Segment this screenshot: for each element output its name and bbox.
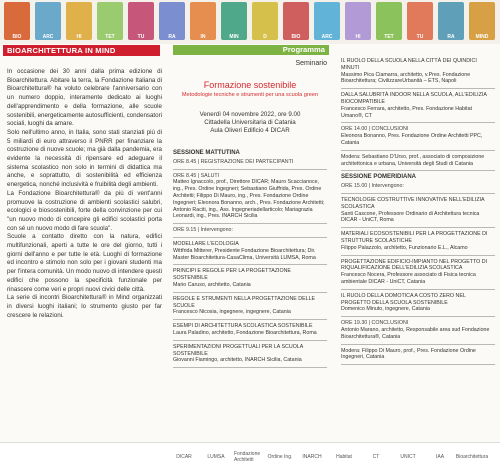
talk-speakers: Domenico Minuto, ingegnere, Catania [341, 306, 430, 313]
header-tile [314, 2, 340, 40]
tile-label: IN [200, 34, 206, 40]
talk-title: IL RUOLO DELLA SCUOLA NELLA CITTÀ DEI QUINDICI MINUTI [341, 58, 477, 71]
header-tile [35, 2, 61, 40]
header-tile [66, 2, 92, 40]
tile-label: TET [105, 34, 115, 40]
program-item [341, 348, 495, 362]
talk-speakers: Antonio Marano, architetto, Responsabile area sud Fondazione Bioarchitettura®, Catania [341, 326, 490, 340]
program-item [173, 344, 327, 364]
program-item [173, 323, 327, 337]
program-item [341, 58, 495, 85]
tile-label: HI [355, 34, 361, 40]
talk-speakers: Massimo Pica Ciamarra, architetto, v.Pres. Fondazione Bioarchitettura; CivilizzareUrbanità – ETS, Napoli [341, 71, 471, 85]
header-tile [283, 2, 309, 40]
event-subtitle: Metodologie tecniche e strumenti per una scuola green [181, 92, 319, 98]
divider [173, 223, 327, 224]
program-item [341, 92, 495, 119]
divider [341, 150, 495, 151]
partner-logo: INARCH [302, 454, 322, 460]
tile-label: MIND [475, 34, 489, 40]
footer-logos [0, 442, 500, 473]
tile-label: TU [137, 34, 145, 40]
talk-title: DALLA SALUBRITÀ INDOOR NELLA SCUOLA, ALL'EDILIZIA BIOCOMPATIBILE [341, 92, 487, 105]
program-item [173, 227, 327, 234]
divider [173, 340, 327, 341]
divider [341, 316, 495, 317]
program-afternoon [341, 58, 495, 368]
divider [341, 193, 495, 194]
time-slot: ORE 8.45 | SALUTI [173, 172, 220, 179]
divider [173, 292, 327, 293]
program-item [341, 231, 495, 251]
divider [173, 367, 327, 368]
talk-speakers: Francesco Nicosia, ingegnere, ingegnere, Catania [173, 309, 291, 316]
divider [341, 255, 495, 256]
partner-logo: UNICT [400, 454, 416, 460]
talk-title: ESEMPI DI ARCHITETTURA SCOLASTICA SOSTENIBILE [173, 323, 313, 330]
intro-paragraph: In occasione dei 30 anni dalla prima edizione di Bioarchitettura. Abitare la terra, la Fondazione Italiana di Bioarchitettura® ha voluto celebrare l'anniversario con un numero doppio, interamente dedicato ai luoghi dell'apprendimento e della formazione, alle scuole sostenibili, energeticamente autosufficienti, condensatori sociali, luoghi da amare. [7, 68, 163, 128]
divider [173, 237, 327, 238]
talk-title: MODELLARE L'ECOLOGIA [173, 240, 239, 247]
talk-title: REGOLE E STRUMENTI NELLA PROGETTAZIONE DELLE SCUOLE [173, 295, 316, 309]
tile-label: BIO [291, 34, 301, 40]
program-item [341, 183, 495, 190]
header-tile [190, 2, 216, 40]
talk-speakers: Matteo Ignaccolo, prof., Direttore DICAR; Mauro Scaccianoce, ing., Pres. Ordine Ingegneri; Sebastiano Giuffrida, Pres. Ordine Architetti; Filippo Di Mauro, ing., Pres. Fondazione Ordine Ingegneri; Eleonora Bonanno, arch., Pres. Fondazione Architetti; Antonio Raciti, ing., Ass. Ingegneriadellarticolo; Mariagrazia Leonardi, ing., Pres. INARCH Sicilia [173, 179, 325, 220]
talk-title: MATERIALI ECOSOSTENIBILI PER LA PROGETTAZIONE DI STRUTTURE SCOLASTICHE [341, 231, 488, 244]
program-item [341, 320, 495, 340]
event-title: Formazione sostenibile [203, 80, 297, 90]
tile-label: TET [384, 34, 394, 40]
intro-paragraph: La serie di incontri Bioarchitettura® in Mind organizzati in diversi luoghi italiani; lo strumento giusto per far crescere le relazioni. [7, 294, 162, 319]
program-item [341, 259, 495, 286]
program-item [341, 293, 495, 313]
talk-speakers: Eleonora Bonanno, Pres. Fondazione Ordine Architetti PPC, Catania [341, 133, 483, 146]
tile-label: MIN [229, 34, 239, 40]
divider [173, 264, 327, 265]
tile-label: RA [447, 34, 455, 40]
talk-speakers: Giovanni Fiamingo, architetto, INARCH Sicilia, Catania [173, 357, 302, 364]
partner-logo: Ordine Ing. [267, 454, 293, 460]
partner-logo: CT [372, 454, 380, 460]
time-slot: ORE 14.00 | CONCLUSIONI [341, 126, 409, 133]
header-tile [128, 2, 154, 40]
programma-banner: Programma [173, 45, 329, 55]
tile-label: BIO [12, 34, 22, 40]
time-slot: ORE 9.15 | Intervengono: [173, 227, 233, 234]
series-banner: BIOARCHITETTURA IN MIND [3, 45, 160, 56]
tile-label: RA [168, 34, 176, 40]
divider [341, 227, 495, 228]
event-date: Venerdì 04 novembre 2022, ore 9.00 [199, 111, 301, 118]
partner-logo: Bioarchitettura [455, 454, 489, 460]
program-item [341, 197, 495, 224]
divider [341, 122, 495, 123]
time-slot: ORE 15.00 | Intervengono: [341, 183, 404, 190]
talk-speakers: Mario Caruso, architetto, Catania [173, 281, 251, 288]
header-tile [469, 2, 495, 40]
talk-speakers: Wittfrida Mitterer, Presidente Fondazione Bioarchitettura; Dir. Master Bioarchitettura-CasaClima, Università LUMSA, Roma [173, 247, 316, 261]
session-heading: SESSIONE POMERIDIANA [341, 174, 417, 181]
talk-title: PRINCIPI E REGOLE PER LA PROGETTAZIONE SOSTENIBILE [173, 268, 291, 282]
header-tile [159, 2, 185, 40]
tile-label: TU [416, 34, 424, 40]
time-slot: ORE 8.45 | REGISTRAZIONE DEI PARTECIPANTI [173, 158, 294, 165]
talk-speakers: Modera: Sebastiano D'Urso, prof., associato di composizione architettonica e urbana, Università degli Studi di Catania [341, 153, 485, 167]
header-tile [345, 2, 371, 40]
header-tile [221, 2, 247, 40]
header-illustration [0, 0, 500, 44]
header-tile [438, 2, 464, 40]
talk-title: PROGETTAZIONE EDIFICIO-IMPIANTO NEL PROGETTO DI RIQUALIFICAZIONE DELL'EDILIZIA SCOLASTICA [341, 258, 488, 272]
intro-paragraph: Solo nell'ultimo anno, in Italia, sono stati stanziati più di 5 miliardi di euro attraverso il PNRR per finanziare la costruzione di nuove scuole; ma già dalla pandemia, era evidente la necessità di ripensare ed adeguare il sistema scolastico non solo in termini di didattica ma anche, e soprattutto, di sostenibilità ed efficienza energetica, nonché inclusività e fruibilità degli ambienti. [7, 128, 162, 189]
talk-title: TECNOLOGIE COSTRUTTIVE INNOVATIVE NELL'EDILIZIA SCOLASTICA [341, 196, 485, 210]
tile-label: HI [76, 34, 82, 40]
talk-speakers: Laura Paladino, architetto, Fondazione Bioarchitettura, Roma [173, 329, 317, 336]
talk-speakers: Filippo Palazzolo, architetto, Funzionario E.L., Alcamo [341, 244, 468, 251]
talk-speakers: Santi Cascone, Professore Ordinario di Architettura tecnica DICAR - UniCT, Roma [341, 210, 480, 224]
event-place: Cittadella Universitaria di Catania [204, 119, 296, 126]
program-item [341, 126, 495, 146]
partner-logo: IAA [435, 454, 445, 460]
header-tile [376, 2, 402, 40]
seminario-label: Seminario [295, 60, 327, 67]
header-tile [252, 2, 278, 40]
talk-speakers: Modera: Filippo Di Mauro, prof., Pres. Fondazione Ordine Ingegneri, Catania [341, 347, 476, 361]
program-item [173, 296, 327, 316]
divider [341, 170, 495, 171]
divider [173, 169, 327, 170]
talk-speakers: Francesco Ferrara, architetto, Pres. Fondazione Habitat Umano®, CT [341, 105, 473, 119]
program-item [173, 173, 327, 221]
event-info [173, 111, 327, 135]
talk-speakers: Francesco Nocera, Professore associato di Fisica tecnica ambientale DICAR - UniCT, Catania [341, 272, 476, 285]
tile-label: D [263, 34, 267, 40]
program-morning [173, 150, 327, 371]
intro-text [7, 68, 162, 320]
divider [173, 319, 327, 320]
intro-paragraph: La Fondazione Bioarchitettura® da più di vent'anni promuove la costruzione di ambienti scolastici salubri, ecologici e biosostenibili, forte della convinzione per cui "un nuovo modo di concepire gli edifici scolastici porta con sé un nuovo modo di fare scuola". [7, 189, 162, 232]
session-heading: SESSIONE MATTUTINA [173, 150, 240, 156]
partner-logo: Habitat [336, 454, 352, 460]
partner-logo: LUMSA [207, 454, 225, 460]
header-tile [4, 2, 30, 40]
header-tile [97, 2, 123, 40]
event-title-block [173, 80, 327, 98]
talk-title: SPERIMENTAZIONI PROGETTUALI PER LA SCUOLA SOSTENIBILE [173, 343, 303, 357]
program-item [173, 159, 327, 166]
tile-label: ARC [321, 34, 333, 40]
divider [341, 364, 495, 365]
header-tile [407, 2, 433, 40]
time-slot: ORE 19.30 | CONCLUSIONI [341, 320, 409, 327]
partner-logo: Fondazione Architetti [234, 451, 261, 463]
partner-logo: DICAR [176, 454, 192, 460]
program-item [173, 268, 327, 288]
divider [341, 289, 495, 290]
program-item [173, 241, 327, 261]
talk-title: IL RUOLO DELLA DOMOTICA A COSTO ZERO NEL PROGETTO DELLA SCUOLA SOSTENIBILE [341, 292, 466, 306]
divider [341, 88, 495, 89]
intro-paragraph: Scuole a contatto diretto con la natura, edifici multifunzionali, aperti a tutte le ore del giorno, tutti i giorni dell'anno e per tutte le età. Luoghi di formazione ed incontro e stimolo non solo per i giovani studenti ma per l'intera comunità. Un modo nuovo di intendere questi edifici che possono la specificità funzionale per rinascere come veri e propri nuovi civici delle città. [7, 233, 162, 293]
program-item [341, 154, 495, 168]
divider [341, 344, 495, 345]
tile-label: ARC [42, 34, 54, 40]
event-room: Aula Oliveri Edificio 4 DICAR [210, 127, 290, 134]
